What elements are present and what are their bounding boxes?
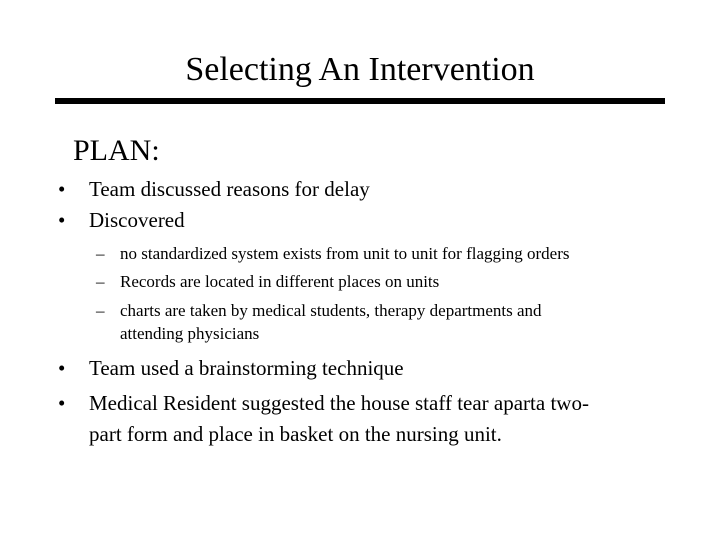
bullet-text: Discovered <box>89 208 185 232</box>
sub-bullet-text: Records are located in different places on units <box>120 272 440 291</box>
bullet-text: part form and place in basket on the nursing unit. <box>89 422 502 446</box>
section-heading: PLAN: <box>73 134 160 167</box>
bullet-text: Medical Resident suggested the house staff tear aparta two- <box>89 391 589 415</box>
sub-bullet-marker: – <box>96 301 105 320</box>
bullet-marker: • <box>58 356 66 380</box>
slide-title: Selecting An Intervention <box>185 51 535 88</box>
sub-bullet-text: charts are taken by medical students, therapy departments and <box>120 301 542 320</box>
bullet-marker: • <box>58 177 66 201</box>
bullet-text: Team discussed reasons for delay <box>89 177 370 201</box>
sub-bullet-text: attending physicians <box>120 324 260 343</box>
title-divider <box>55 98 665 104</box>
sub-bullet-marker: – <box>96 244 105 263</box>
bullet-marker: • <box>58 391 66 415</box>
sub-bullet-text: no standardized system exists from unit to unit for flagging orders <box>120 244 570 263</box>
bullet-text: Team used a brainstorming technique <box>89 356 404 380</box>
sub-bullet-marker: – <box>96 272 105 291</box>
bullet-marker: • <box>58 208 66 232</box>
